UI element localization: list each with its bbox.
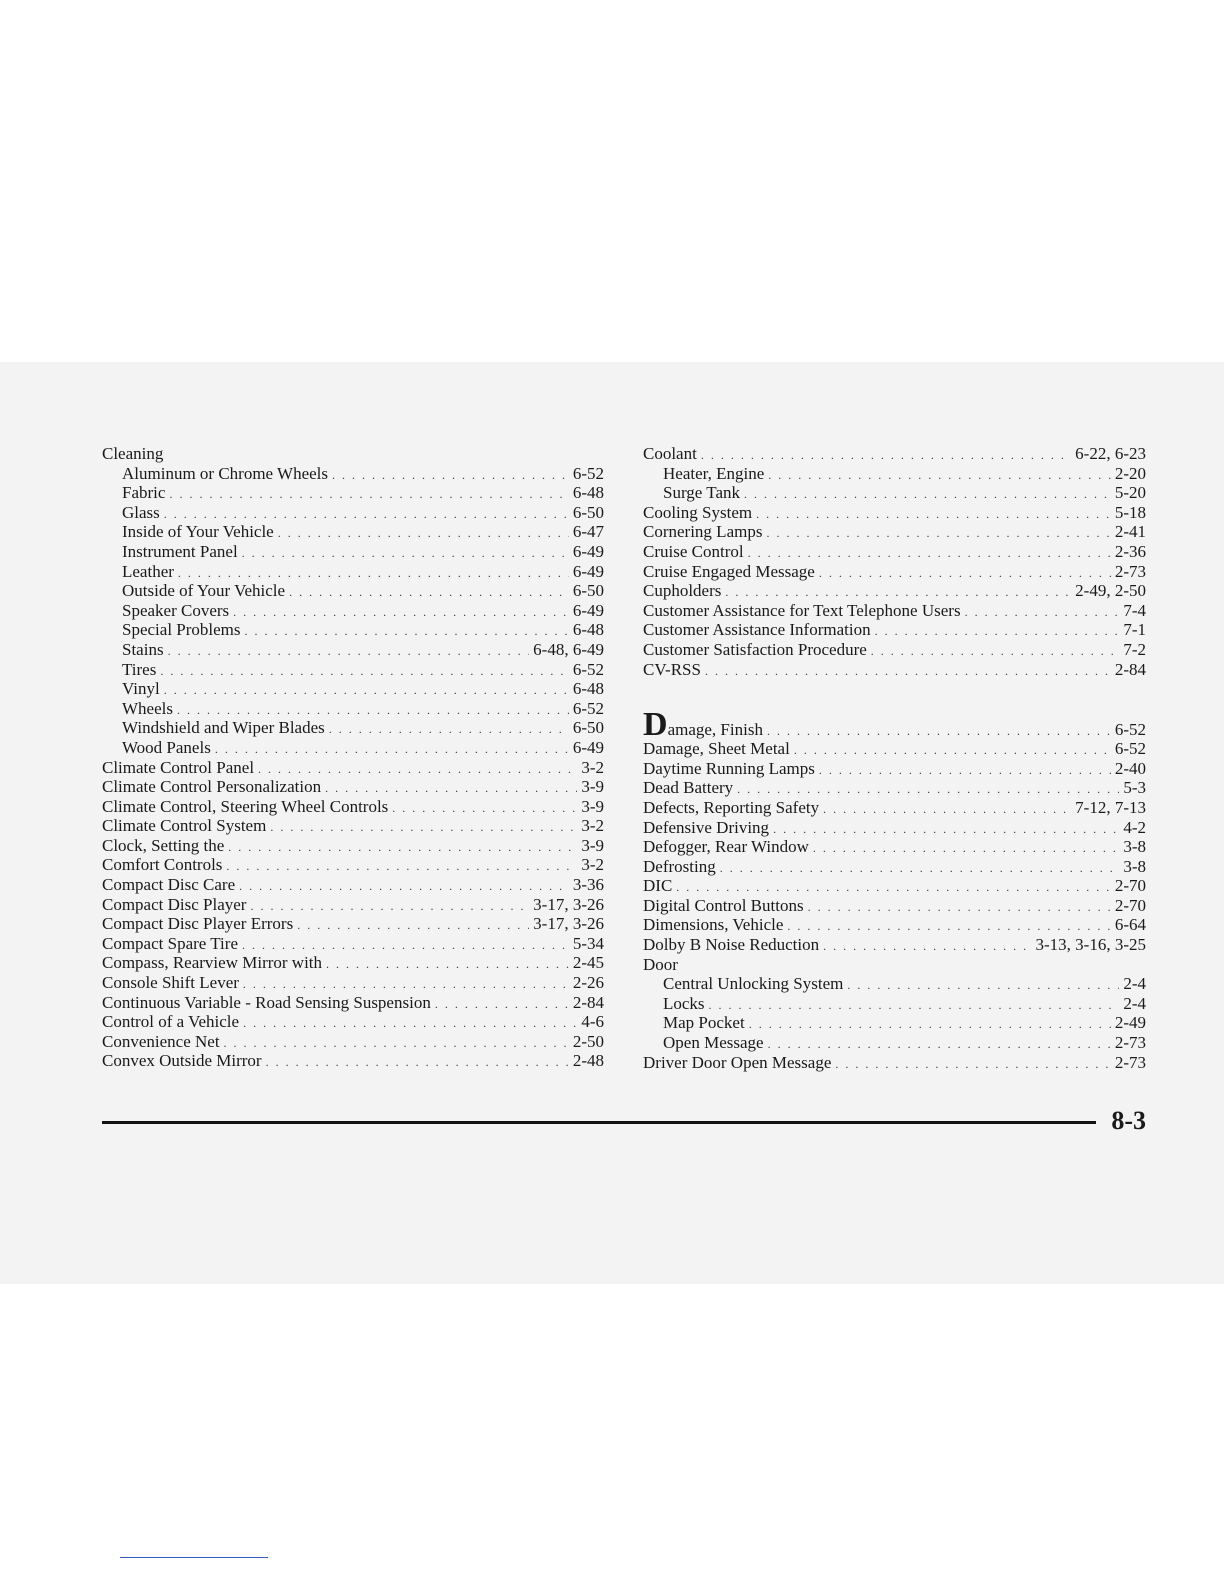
entry-page: 2-50 <box>572 1031 604 1051</box>
entry-title: Climate Control Panel <box>102 757 255 777</box>
entry-title: Console Shift Lever <box>102 973 239 993</box>
leader-dots <box>278 524 569 544</box>
leader-dots <box>709 996 1120 1016</box>
leader-dots <box>392 799 577 819</box>
entry-title: Digital Control Buttons <box>643 895 804 915</box>
leader-dots <box>808 898 1111 918</box>
entry-title: amage, Finish <box>667 720 763 740</box>
entry-page: 6-48 <box>572 679 604 699</box>
leader-dots <box>813 839 1119 859</box>
leader-dots <box>819 761 1111 781</box>
index-entry <box>102 993 604 1013</box>
entry-page: 6-49 <box>572 600 604 620</box>
index-entry <box>643 601 1146 621</box>
entry-title: Special Problems <box>122 620 241 640</box>
entry-page: 6-50 <box>572 718 604 738</box>
leader-dots <box>756 505 1111 525</box>
entry-page: 2-36 <box>1114 541 1146 561</box>
leader-dots <box>289 583 569 603</box>
index-entry <box>643 876 1146 896</box>
index-entry <box>102 973 604 993</box>
entry-title: DIC <box>643 876 673 896</box>
leader-dots <box>847 976 1119 996</box>
entry-page: 2-4 <box>1123 974 1146 994</box>
leader-dots <box>773 820 1119 840</box>
leader-dots <box>794 741 1111 761</box>
leader-dots <box>168 642 530 662</box>
entry-title: Convenience Net <box>102 1031 220 1051</box>
entry-page: 2-4 <box>1123 993 1146 1013</box>
index-entry <box>102 1051 604 1071</box>
index-entry <box>102 679 604 699</box>
section-gap <box>643 679 1146 715</box>
entry-title: Clock, Setting the <box>102 835 225 855</box>
index-entry <box>643 739 1146 759</box>
index-entry <box>643 994 1146 1014</box>
entry-page: 3-17, 3-26 <box>533 914 604 934</box>
link-underline <box>120 1557 268 1558</box>
entry-page: 6-52 <box>572 698 604 718</box>
leader-dots <box>228 838 577 858</box>
entry-title: CV-RSS <box>643 659 701 679</box>
index-entry <box>102 699 604 719</box>
entry-title: Cruise Engaged Message <box>643 561 815 581</box>
leader-dots <box>823 937 1031 957</box>
entry-title: Damage, Sheet Metal <box>643 739 790 759</box>
leader-dots <box>226 857 577 877</box>
leader-dots <box>705 662 1111 682</box>
index-entry <box>102 758 604 778</box>
entry-title: Inside of Your Vehicle <box>122 522 274 542</box>
entry-page: 7-12, 7-13 <box>1075 797 1146 817</box>
index-section-d <box>643 739 1146 1072</box>
entry-title: Door <box>643 954 678 974</box>
index-entry <box>643 837 1146 857</box>
entry-title: Outside of Your Vehicle <box>122 581 286 601</box>
entry-title: Cupholders <box>643 581 722 601</box>
entry-page: 2-20 <box>1114 463 1146 483</box>
entry-title: Map Pocket <box>663 1013 745 1033</box>
leader-dots <box>160 662 568 682</box>
index-entry <box>643 759 1146 779</box>
entry-title: Wheels <box>122 698 173 718</box>
entry-title: Climate Control Personalization <box>102 777 322 797</box>
index-entry <box>102 660 604 680</box>
index-entry <box>102 542 604 562</box>
index-entry <box>643 1013 1146 1033</box>
index-entry <box>643 1053 1146 1073</box>
entry-title: Heater, Engine <box>663 463 765 483</box>
entry-page: 2-70 <box>1114 895 1146 915</box>
index-entry <box>102 797 604 817</box>
leader-dots <box>435 995 569 1015</box>
leader-dots <box>768 466 1111 486</box>
index-entry <box>643 798 1146 818</box>
entry-page: 6-48 <box>572 483 604 503</box>
entry-page: 4-2 <box>1123 817 1146 837</box>
entry-title: Compact Disc Player <box>102 894 247 914</box>
entry-page: 2-48 <box>572 1051 604 1071</box>
entry-title: Defogger, Rear Window <box>643 837 809 857</box>
entry-page: 6-52 <box>1114 720 1146 740</box>
entry-title: Coolant <box>643 444 697 463</box>
entry-title: Windshield and Wiper Blades <box>122 718 325 738</box>
entry-page: 7-1 <box>1123 620 1146 640</box>
entry-title: Defensive Driving <box>643 817 770 837</box>
entry-page: 5-20 <box>1114 483 1146 503</box>
entry-page: 3-2 <box>581 816 604 836</box>
leader-dots <box>823 800 1071 820</box>
leader-dots <box>169 485 568 505</box>
entry-title: Cornering Lamps <box>643 522 763 542</box>
index-section-c <box>643 444 1146 679</box>
entry-title: Compass, Rearview Mirror with <box>102 953 323 973</box>
index-entry <box>102 620 604 640</box>
entry-page: 2-49, 2-50 <box>1075 581 1146 601</box>
index-entry <box>643 778 1146 798</box>
entry-title: Customer Assistance Information <box>643 620 871 640</box>
leader-dots <box>297 916 529 936</box>
index-column-right <box>643 444 1146 1072</box>
entry-page: 6-49 <box>572 737 604 757</box>
entry-title: Daytime Running Lamps <box>643 758 815 778</box>
index-entry <box>102 934 604 954</box>
entry-title: Wood Panels <box>122 737 211 757</box>
entry-page: 2-73 <box>1114 1033 1146 1053</box>
index-entry <box>643 444 1146 464</box>
index-entry <box>643 935 1146 955</box>
entry-page: 4-6 <box>581 1012 604 1032</box>
entry-page: 6-49 <box>572 541 604 561</box>
index-entry <box>102 562 604 582</box>
index-entry <box>643 483 1146 503</box>
index-entry <box>643 915 1146 935</box>
entry-page: 6-49 <box>572 561 604 581</box>
entry-title: Fabric <box>122 483 166 503</box>
index-entry-damage-finish <box>643 706 1146 744</box>
entry-title: Surge Tank <box>663 483 741 503</box>
page-number: 8-3 <box>1111 1106 1146 1135</box>
index-entry <box>102 601 604 621</box>
entry-page: 2-41 <box>1114 522 1146 542</box>
index-entry <box>643 896 1146 916</box>
leader-dots <box>875 622 1120 642</box>
entry-page: 2-26 <box>572 973 604 993</box>
index-entry <box>102 1012 604 1032</box>
index-entry <box>643 955 1146 975</box>
index-entry <box>643 464 1146 484</box>
entry-title: Driver Door Open Message <box>643 1052 832 1072</box>
entry-page: 2-73 <box>1114 561 1146 581</box>
index-entry <box>102 483 604 503</box>
leader-dots <box>242 544 569 564</box>
entry-title: Climate Control, Steering Wheel Controls <box>102 796 389 816</box>
entry-page: 3-13, 3-16, 3-25 <box>1035 935 1146 955</box>
leader-dots <box>270 818 577 838</box>
leader-dots <box>767 719 1111 743</box>
entry-page: 6-48 <box>572 620 604 640</box>
entry-page: 3-9 <box>581 796 604 816</box>
index-entry <box>643 581 1146 601</box>
index-entry <box>643 620 1146 640</box>
leader-dots <box>266 1053 569 1073</box>
index-entry <box>102 914 604 934</box>
entry-title: Leather <box>122 561 174 581</box>
entry-page: 2-40 <box>1114 758 1146 778</box>
entry-page: 6-50 <box>572 502 604 522</box>
index-entry <box>102 640 604 660</box>
index-entry <box>102 836 604 856</box>
index-entry <box>102 718 604 738</box>
entry-page: 5-3 <box>1123 778 1146 798</box>
entry-page: 6-52 <box>572 659 604 679</box>
leader-dots <box>749 1015 1111 1035</box>
index-entry <box>643 640 1146 660</box>
entry-page: 5-18 <box>1114 502 1146 522</box>
index-entry <box>643 522 1146 542</box>
entry-title: Glass <box>122 502 160 522</box>
entry-page: 3-8 <box>1123 856 1146 876</box>
entry-title: Central Unlocking System <box>663 974 844 994</box>
index-entry <box>102 738 604 758</box>
entry-title: Stains <box>122 639 164 659</box>
index-entry <box>102 875 604 895</box>
entry-page: 5-34 <box>572 933 604 953</box>
entry-page: 7-4 <box>1123 600 1146 620</box>
leader-dots <box>326 955 569 975</box>
entry-title: Comfort Controls <box>102 855 223 875</box>
entry-title: Compact Disc Player Errors <box>102 914 294 934</box>
entry-title: Continuous Variable - Road Sensing Suspension <box>102 992 431 1012</box>
leader-dots <box>245 622 569 642</box>
entry-page: 2-73 <box>1114 1052 1146 1072</box>
index-entry <box>643 503 1146 523</box>
entry-page: 2-84 <box>1114 659 1146 679</box>
leader-dots <box>332 466 569 486</box>
entry-title: Defects, Reporting Safety <box>643 797 820 817</box>
index-entry <box>643 542 1146 562</box>
entry-page: 2-70 <box>1114 876 1146 896</box>
index-entry <box>102 581 604 601</box>
index-entry <box>643 1033 1146 1053</box>
entry-title: Cooling System <box>643 502 753 522</box>
leader-dots <box>965 603 1120 623</box>
index-entry <box>102 503 604 523</box>
dropcap-letter: D <box>643 706 668 744</box>
leader-dots <box>819 564 1111 584</box>
entry-title: Open Message <box>663 1033 764 1053</box>
leader-dots <box>720 859 1120 879</box>
entry-page: 6-47 <box>572 522 604 542</box>
leader-dots <box>329 720 569 740</box>
entry-page: 6-22, 6-23 <box>1075 444 1146 463</box>
index-entry <box>102 444 604 464</box>
entry-title: Cleaning <box>102 444 164 463</box>
index-entry <box>102 816 604 836</box>
leader-dots <box>215 740 569 760</box>
entry-page: 6-64 <box>1114 915 1146 935</box>
leader-dots <box>239 877 569 897</box>
footer-rule <box>102 1121 1096 1124</box>
index-entry <box>102 777 604 797</box>
entry-page: 3-17, 3-26 <box>533 894 604 914</box>
index-entry <box>102 895 604 915</box>
index-entry <box>643 562 1146 582</box>
entry-title: Control of a Vehicle <box>102 1012 240 1032</box>
entry-page: 6-50 <box>572 581 604 601</box>
entry-title: Instrument Panel <box>122 541 238 561</box>
entry-page: 6-52 <box>1114 739 1146 759</box>
leader-dots <box>164 681 569 701</box>
entry-page: 3-8 <box>1123 837 1146 857</box>
index-entry <box>643 857 1146 877</box>
entry-page: 2-45 <box>572 953 604 973</box>
entry-page: 2-84 <box>572 992 604 1012</box>
entry-page: 2-49 <box>1114 1013 1146 1033</box>
entry-title: Tires <box>122 659 157 679</box>
entry-title: Dimensions, Vehicle <box>643 915 784 935</box>
index-entry <box>102 953 604 973</box>
leader-dots <box>744 485 1111 505</box>
entry-title: Locks <box>663 993 705 1013</box>
leader-dots <box>224 1034 569 1054</box>
entry-page: 3-2 <box>581 757 604 777</box>
entry-title: Vinyl <box>122 679 160 699</box>
leader-dots <box>871 642 1120 662</box>
entry-page: 6-52 <box>572 463 604 483</box>
entry-page: 3-9 <box>581 835 604 855</box>
entry-page: 7-2 <box>1123 639 1146 659</box>
entry-title: Speaker Covers <box>122 600 230 620</box>
index-entry <box>102 522 604 542</box>
index-entry <box>643 818 1146 838</box>
index-entry <box>643 974 1146 994</box>
entry-title: Dead Battery <box>643 778 734 798</box>
leader-dots <box>766 524 1110 544</box>
entry-title: Dolby B Noise Reduction <box>643 935 820 955</box>
entry-title: Defrosting <box>643 856 716 876</box>
entry-title: Aluminum or Chrome Wheels <box>122 463 329 483</box>
index-entry <box>102 464 604 484</box>
entry-title: Cruise Control <box>643 541 744 561</box>
entry-title: Customer Assistance for Text Telephone Users <box>643 600 961 620</box>
entry-title: Climate Control System <box>102 816 267 836</box>
entry-title: Customer Satisfaction Procedure <box>643 639 867 659</box>
entry-title: Compact Spare Tire <box>102 933 238 953</box>
index-entry <box>102 1032 604 1052</box>
index-column-left <box>102 444 604 1071</box>
leader-dots <box>243 1014 577 1034</box>
entry-page: 3-2 <box>581 855 604 875</box>
index-entry <box>643 660 1146 680</box>
leader-dots <box>835 1055 1110 1075</box>
entry-page: 6-48, 6-49 <box>533 639 604 659</box>
entry-title: Convex Outside Mirror <box>102 1051 262 1071</box>
entry-title: Compact Disc Care <box>102 875 236 895</box>
entry-page: 3-9 <box>581 777 604 797</box>
index-entry <box>102 855 604 875</box>
leader-dots <box>233 603 569 623</box>
entry-page: 3-36 <box>572 875 604 895</box>
